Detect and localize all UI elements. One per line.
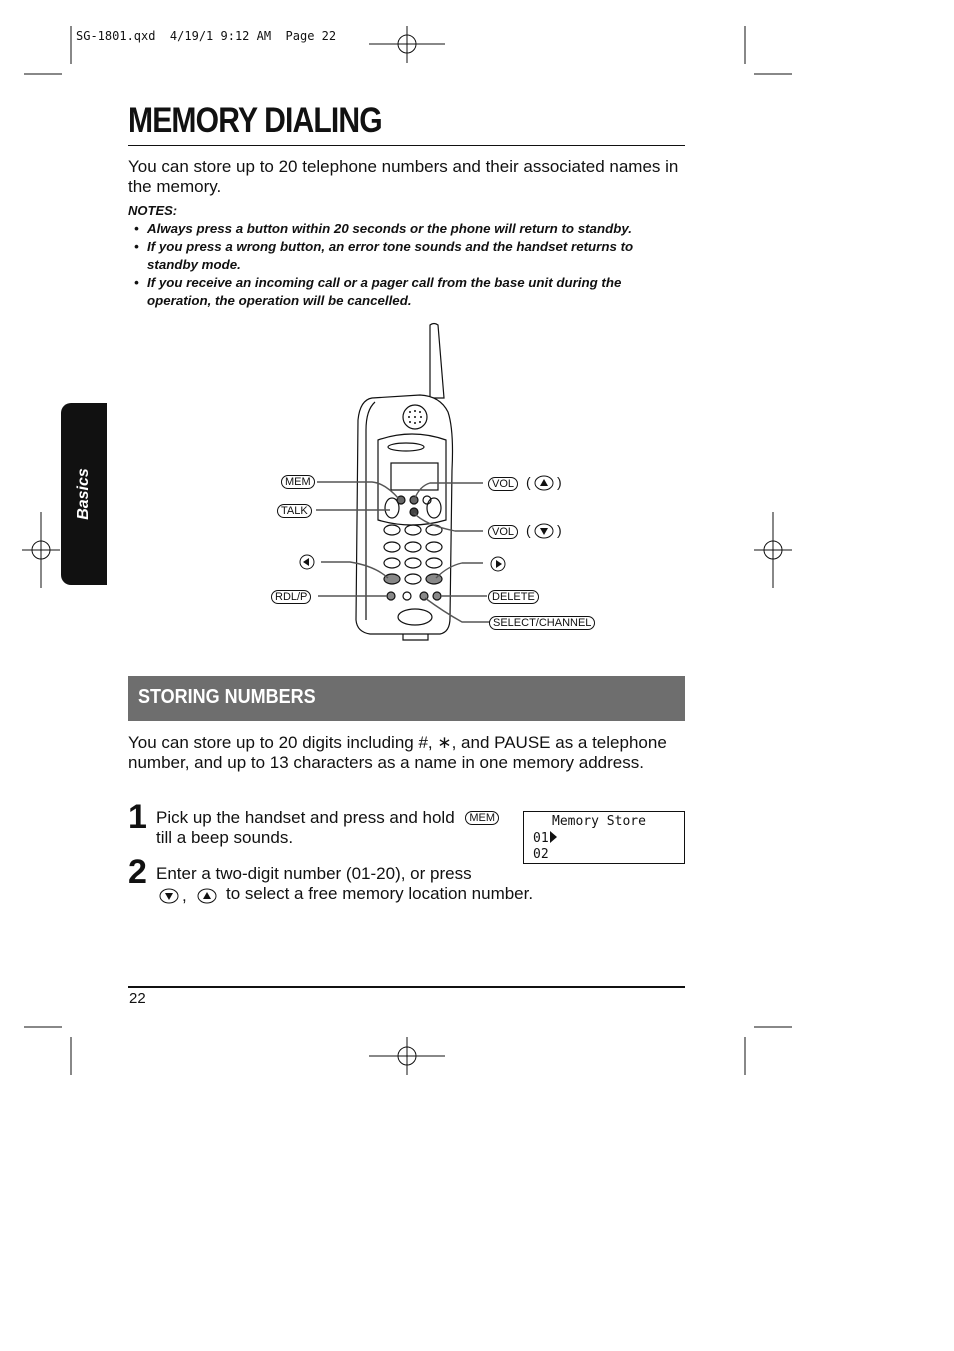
- page-title: MEMORY DIALING: [128, 101, 382, 140]
- page-number: 22: [129, 990, 146, 1007]
- note-item: • If you receive an incoming call or a pager call from the base unit during the operation, the operation will be cancelled.: [134, 275, 622, 308]
- vol-down-label: VOL: [488, 525, 518, 539]
- registration-mark-icon: [22, 512, 60, 588]
- lcd-line: 01: [524, 830, 684, 847]
- delete-button-label: DELETE: [488, 590, 539, 604]
- intro-text: You can store up to 20 telephone numbers and their associated names in the memory.: [128, 157, 679, 196]
- footer-rule: [128, 986, 685, 988]
- registration-mark-icon: [369, 26, 445, 63]
- talk-button-label: TALK: [277, 504, 312, 518]
- arrow-right-icon: [491, 557, 505, 571]
- note-item: • If you press a wrong button, an error tone sounds and the handset returns to standby mode.: [134, 239, 634, 272]
- paren-close: ): [557, 474, 562, 490]
- step-number: 2: [128, 853, 147, 891]
- select-channel-label: SELECT/CHANNEL: [489, 616, 595, 630]
- note-item: • Always press a button within 20 seconds or the phone will return to standby.: [134, 221, 632, 236]
- rdl-button-label: RDL/P: [271, 590, 311, 604]
- lcd-line: 02: [533, 847, 549, 862]
- arrow-down-icon: [535, 524, 553, 538]
- arrow-up-icon: [197, 888, 217, 904]
- step-text: Enter a two-digit number (01-20), or press: [156, 864, 472, 883]
- cursor-arrow-icon: [549, 830, 559, 844]
- paren-open: (: [526, 522, 531, 538]
- paren-close: ): [557, 522, 562, 538]
- mem-button-label: MEM: [281, 475, 315, 489]
- comma-separator: ,: [182, 886, 187, 905]
- vol-up-label: VOL: [488, 477, 518, 491]
- lcd-line: Memory Store: [552, 814, 646, 829]
- section-heading-bar: [128, 676, 685, 721]
- lcd-display: [523, 811, 685, 864]
- section-heading: STORING NUMBERS: [138, 686, 316, 708]
- side-tab-label: Basics: [75, 468, 92, 520]
- section-intro: You can store up to 20 digits including #, ∗, and PAUSE as a telephone number, and up to 13 characters as a name in one memory address.: [128, 733, 667, 772]
- mem-key: MEM: [465, 811, 499, 825]
- file-slug: SG-1801.qxd 4/19/1 9:12 AM Page 22: [76, 29, 337, 43]
- title-rule: [128, 145, 685, 146]
- paren-open: (: [526, 474, 531, 490]
- arrow-up-icon: [535, 476, 553, 490]
- side-tab: [61, 403, 107, 585]
- registration-mark-icon: [754, 512, 792, 588]
- notes-list: [134, 220, 694, 310]
- notes-heading: NOTES:: [128, 203, 178, 218]
- step-text: to select a free memory location number.: [226, 884, 534, 903]
- step-number: 1: [128, 798, 147, 836]
- registration-mark-icon: [369, 1037, 445, 1075]
- arrow-left-icon: [300, 555, 314, 569]
- arrow-down-icon: [159, 888, 179, 904]
- step-text: Pick up the handset and press and hold MEM till a beep sounds.: [156, 808, 518, 847]
